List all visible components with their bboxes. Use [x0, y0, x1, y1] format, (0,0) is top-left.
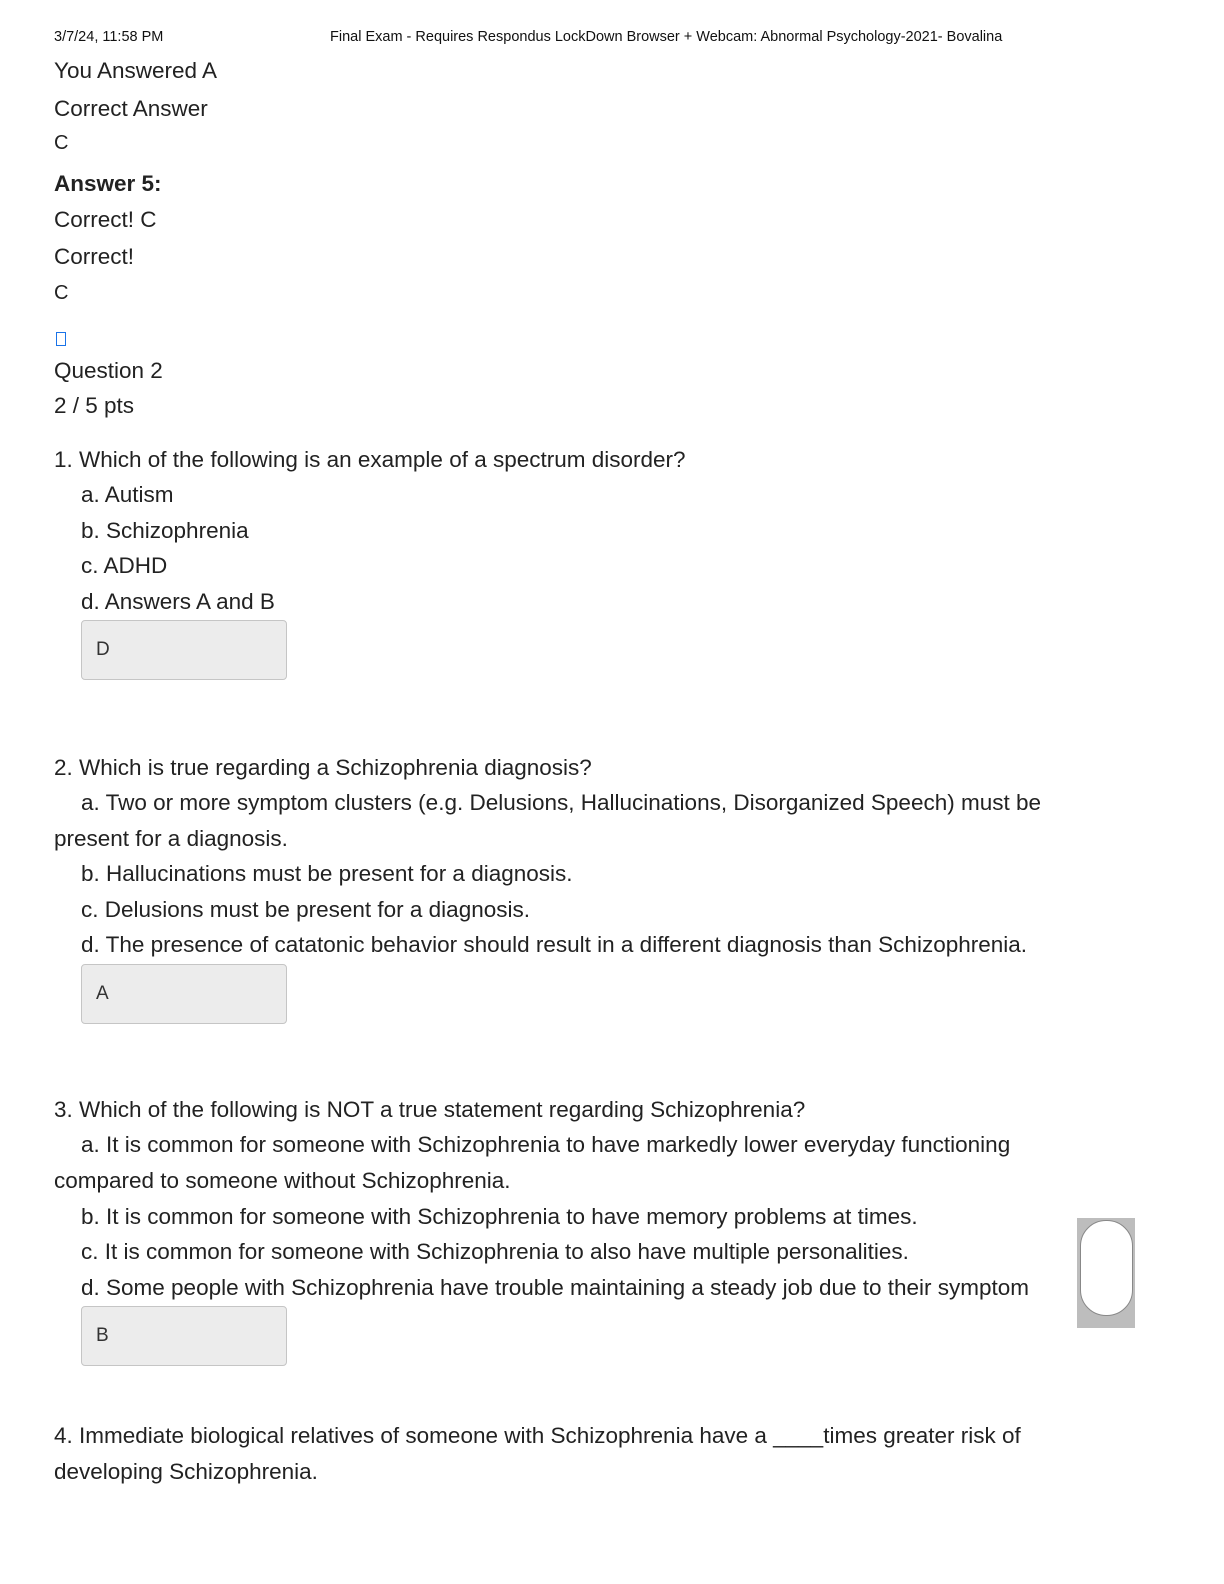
- correct-answer-value: C: [54, 132, 69, 154]
- answer5-value: C: [54, 282, 69, 304]
- item4-question-cont: developing Schizophrenia.: [54, 1459, 318, 1484]
- item2-option-d: d. The presence of catatonic behavior should result in a different diagnosis than Schizophrenia.: [81, 932, 1028, 957]
- print-datetime: 3/7/24, 11:58 PM: [54, 29, 164, 45]
- question-points: 2 / 5 pts: [54, 393, 135, 418]
- item1-question: 1. Which of the following is an example of a spectrum disorder?: [54, 447, 686, 472]
- item1-option-c: c. ADHD: [81, 553, 168, 578]
- item2-option-a: a. Two or more symptom clusters (e.g. Delusions, Hallucinations, Disorganized Speech) must be: [81, 790, 1041, 815]
- question-title: Question 2: [54, 358, 163, 383]
- item2-option-a-cont: present for a diagnosis.: [54, 826, 288, 851]
- answer5-correct-text: Correct! C: [54, 207, 157, 232]
- you-answered-text: You Answered A: [54, 58, 218, 83]
- item3-option-b: b. It is common for someone with Schizophrenia to have memory problems at times.: [81, 1204, 918, 1229]
- item3-option-a: a. It is common for someone with Schizophrenia to have markedly lower everyday functioning: [81, 1132, 1011, 1157]
- scrollbar-thumb[interactable]: [1080, 1220, 1133, 1316]
- answer5-correct-label: Correct!: [54, 244, 135, 269]
- item1-option-a: a. Autism: [81, 482, 174, 507]
- item3-option-d: d. Some people with Schizophrenia have trouble maintaining a steady job due to their symptom: [81, 1275, 1030, 1300]
- item3-question: 3. Which of the following is NOT a true statement regarding Schizophrenia?: [54, 1097, 806, 1122]
- answer5-label: Answer 5:: [54, 171, 162, 196]
- item1-option-d: d. Answers A and B: [81, 589, 275, 614]
- flag-icon[interactable]: [56, 332, 66, 346]
- print-page-title: Final Exam - Requires Respondus LockDown Browser + Webcam: Abnormal Psychology-2021- Bovalina: [330, 29, 1003, 45]
- item4-question: 4. Immediate biological relatives of someone with Schizophrenia have a ____times greater risk of: [54, 1423, 1021, 1448]
- correct-answer-label: Correct Answer: [54, 96, 208, 121]
- item3-answer-field[interactable]: B: [81, 1306, 287, 1366]
- item1-answer-field[interactable]: D: [81, 620, 287, 680]
- item3-option-c: c. It is common for someone with Schizophrenia to also have multiple personalities.: [81, 1239, 909, 1264]
- item2-question: 2. Which is true regarding a Schizophrenia diagnosis?: [54, 755, 592, 780]
- item1-option-b: b. Schizophrenia: [81, 518, 249, 543]
- item3-option-a-cont: compared to someone without Schizophrenia.: [54, 1168, 511, 1193]
- item2-answer-field[interactable]: A: [81, 964, 287, 1024]
- item2-option-b: b. Hallucinations must be present for a diagnosis.: [81, 861, 573, 886]
- item2-option-c: c. Delusions must be present for a diagnosis.: [81, 897, 530, 922]
